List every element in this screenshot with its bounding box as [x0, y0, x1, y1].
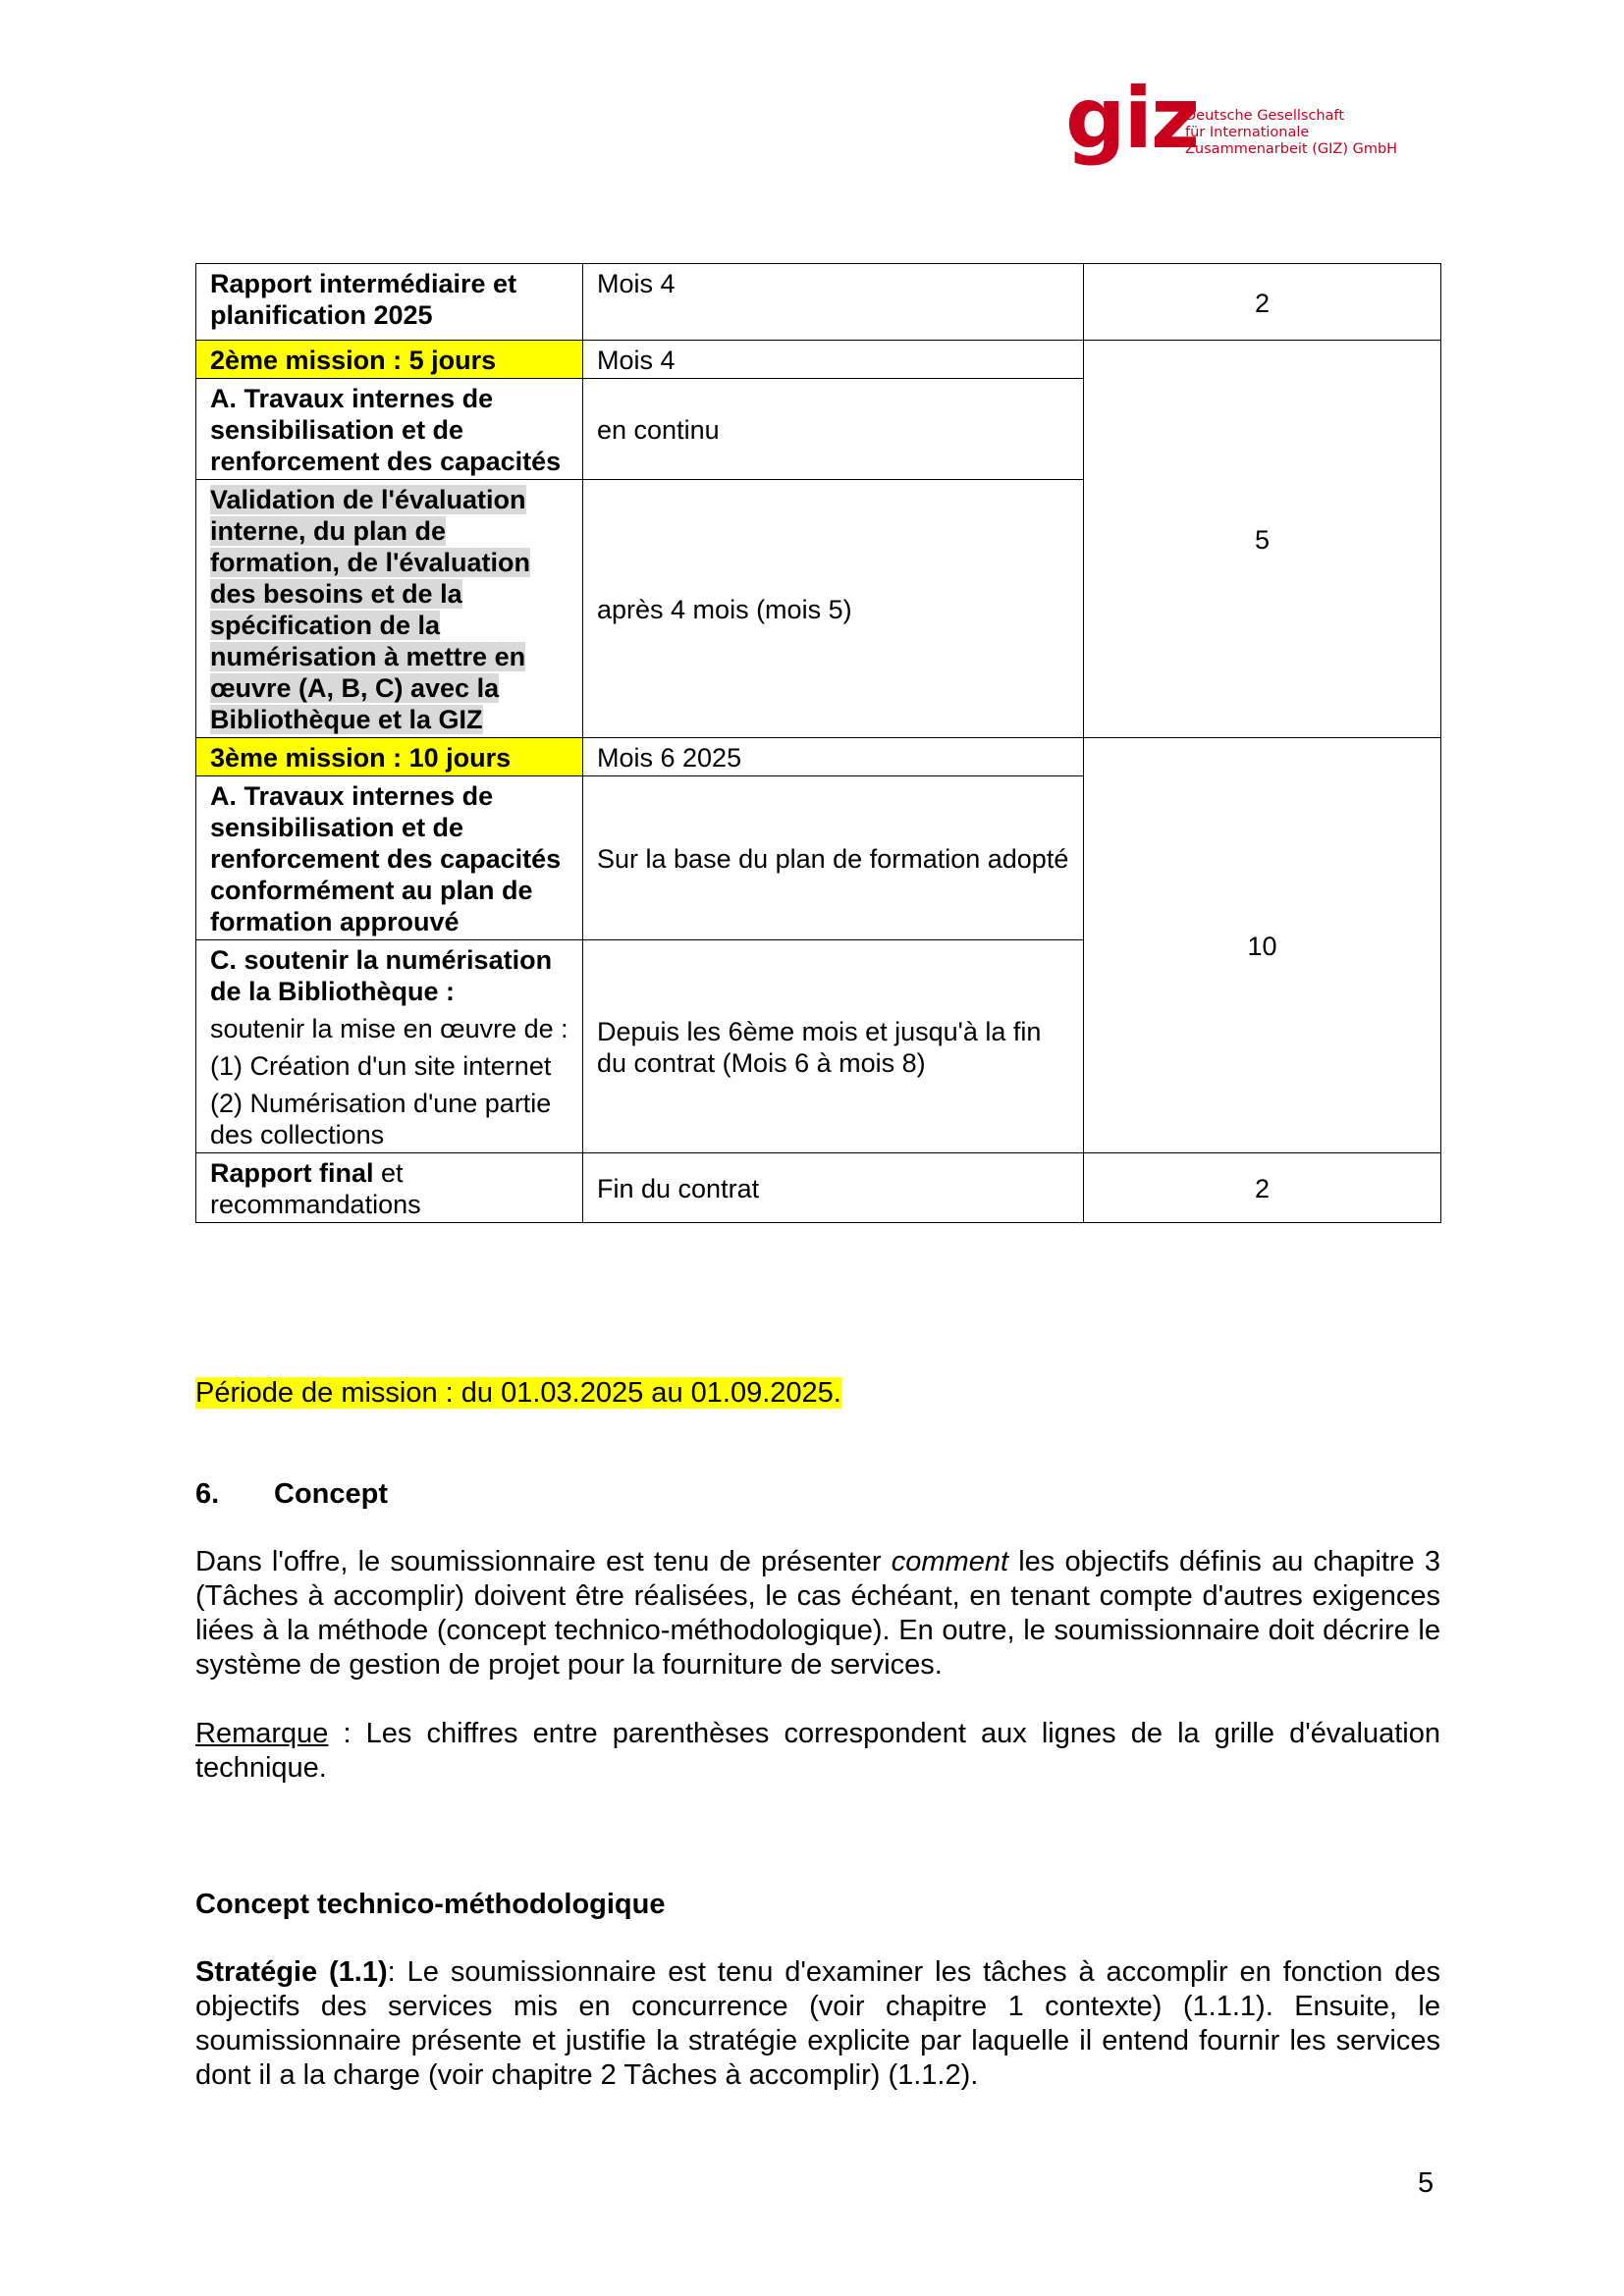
subsection-title: Concept technico-méthodologique — [195, 1889, 666, 1920]
logo-line-1: Deutsche Gesellschaft — [1185, 108, 1345, 124]
paragraph-emphasis: comment — [891, 1546, 1009, 1577]
logo-mark: giz — [1065, 70, 1199, 168]
mission-3-title: 3ème mission : 10 jours — [196, 738, 583, 776]
table-row — [196, 738, 1441, 776]
remark-label: Remarque — [195, 1718, 329, 1749]
mission-period — [195, 1376, 1440, 1411]
strategy-text: : Le soumissionnaire est tenu d'examiner les tâches à accomplir en fonction des objectifs des services mis en concurrence (voir chapitre 1 contexte) (1.1.1). Ensuite, le soumissionnaire présente et justifie la stratégie explicite par laquelle il entend fournir les services dont il a la charge (voir chapitre 2 Tâches à accomplir) (1.1.2). — [195, 1956, 1440, 2091]
days-cell: 2 — [1084, 264, 1441, 341]
item-c-line: (1) Création d'un site internet — [210, 1051, 552, 1081]
paragraph-offer — [195, 1545, 1440, 1682]
task-cell: Rapport intermédiaire et planification 2025 — [196, 264, 583, 341]
task-cell: A. Travaux internes de sensibilisation et de renforcement des capacités conformément au plan de formation approuvé — [196, 776, 583, 940]
item-c-line: soutenir la mise en œuvre de : — [210, 1014, 568, 1043]
table-row — [196, 341, 1441, 379]
task-cell — [196, 1153, 583, 1223]
days-cell: 5 — [1084, 341, 1441, 738]
mission-2-title: 2ème mission : 5 jours — [196, 341, 583, 379]
timing-cell: après 4 mois (mois 5) — [583, 480, 1084, 738]
timing-cell: Depuis les 6ème mois et jusqu'à la fin du contrat (Mois 6 à mois 8) — [583, 940, 1084, 1153]
days-cell: 2 — [1084, 1153, 1441, 1223]
task-cell — [196, 940, 583, 1153]
timing-cell: Sur la base du plan de formation adopté — [583, 776, 1084, 940]
page-number: 5 — [1418, 2167, 1435, 2199]
logo-text — [1185, 108, 1440, 158]
logo-line-2: für Internationale — [1185, 125, 1310, 140]
remark-text: : Les chiffres entre parenthèses correspondent aux lignes de la grille d'évaluation technique. — [195, 1718, 1440, 1784]
task-cell — [196, 480, 583, 738]
paragraph-text: Dans l'offre, le soumissionnaire est tenu de présenter — [195, 1546, 892, 1577]
section-number: 6. — [195, 1478, 220, 1510]
logo-line-3: Zusammenarbeit (GIZ) GmbH — [1185, 141, 1398, 157]
final-report-label: Rapport final — [210, 1158, 374, 1188]
section-heading — [195, 1477, 1440, 1512]
paragraph-text: les objectifs définis au chapitre 3 (Tâches à accomplir) doivent être réalisées, le cas échéant, en tenant compte d'autres exigences liées à la méthode (concept technico-méthodologique). En outre, le soumissionnaire doit décrire le système de gestion de projet pour la fourniture de services. — [195, 1546, 1440, 1681]
timing-cell: Mois 6 2025 — [583, 738, 1084, 776]
timing-cell: Mois 4 — [583, 341, 1084, 379]
section-title: Concept — [274, 1478, 388, 1510]
highlighted-text: Validation de l'évaluation interne, du plan de formation, de l'évaluation des besoins et de la spécification de la numérisation à mettre en œuvre (A, B, C) avec la Bibliothèque et la GIZ — [210, 485, 530, 734]
timing-cell: Fin du contrat — [583, 1153, 1084, 1223]
timing-cell: en continu — [583, 379, 1084, 480]
task-cell: A. Travaux internes de sensibilisation et de renforcement des capacités — [196, 379, 583, 480]
paragraph-remark — [195, 1717, 1440, 1786]
paragraph-strategy — [195, 1955, 1440, 2093]
strategy-label: Stratégie (1.1) — [195, 1956, 388, 1988]
table-row — [196, 264, 1441, 341]
timing-cell: Mois 4 — [583, 264, 1084, 341]
item-c-title: C. soutenir la numérisation de la Bibliothèque : — [210, 945, 553, 1006]
item-c-line: (2) Numérisation d'une partie des collections — [210, 1089, 552, 1149]
final-report-rest: et recommandations — [210, 1158, 421, 1219]
schedule-table — [195, 263, 1441, 1223]
days-cell: 10 — [1084, 738, 1441, 1153]
table-row — [196, 1153, 1441, 1223]
mission-period-text: Période de mission : du 01.03.2025 au 01.09.2025. — [195, 1377, 841, 1409]
